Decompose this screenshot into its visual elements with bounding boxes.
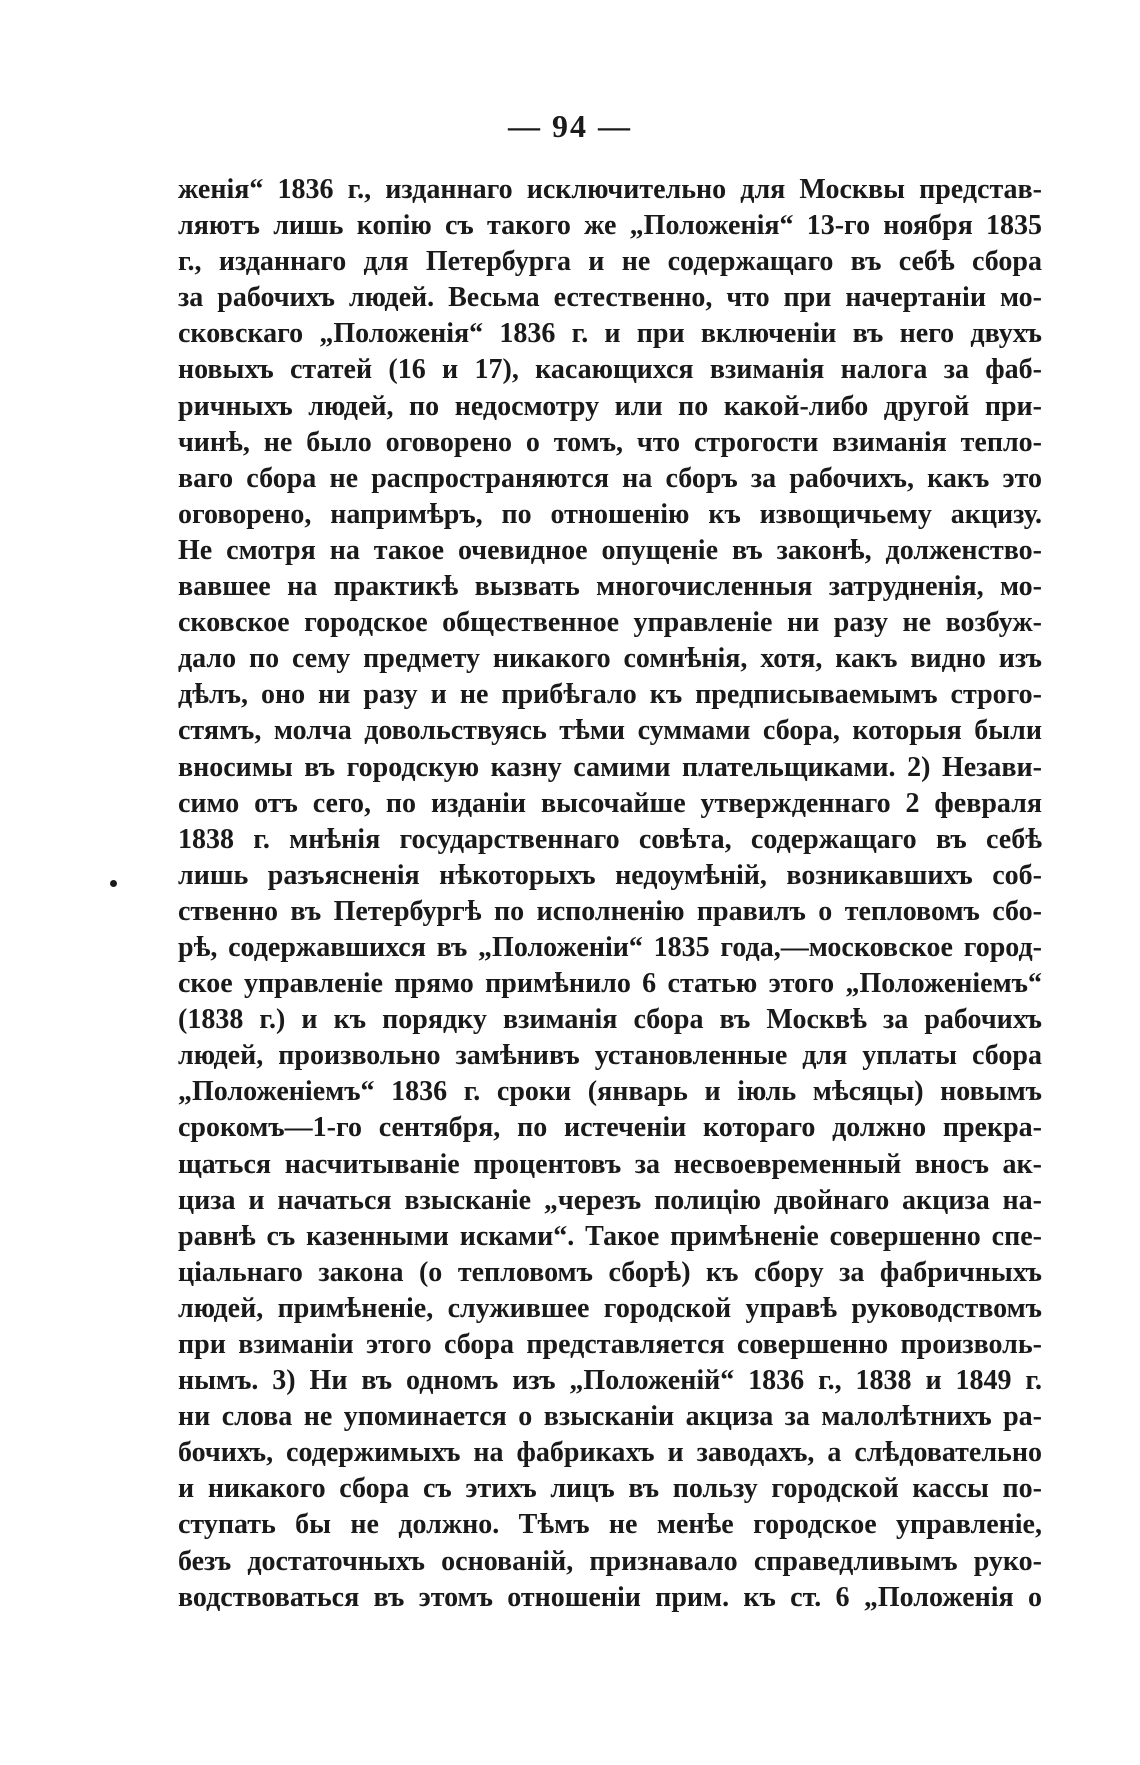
text-line: равнѣ съ казенными исками“. Такое примѣненіе совершенно спе- (178, 1220, 1042, 1252)
text-line: безъ достаточныхъ основаній, признавало справедливымъ руко- (178, 1545, 1042, 1577)
text-line: и никакого сбора съ этихъ лицъ въ пользу городской кассы по- (178, 1473, 1042, 1505)
text-line: (1838 г.) и къ порядку взиманія сбора въ Москвѣ за рабочихъ (178, 1004, 1042, 1036)
text-line: нымъ. 3) Ни въ одномъ изъ „Положеній“ 1836 г., 1838 и 1849 г. (178, 1365, 1042, 1397)
text-line: оговорено, напримѣръ, по отношенію къ извощичьему акцизу. (178, 498, 1042, 530)
text-line: рѣ, содержавшихся въ „Положеніи“ 1835 года,—московское город- (178, 931, 1042, 963)
text-line: ступать бы не должно. Тѣмъ не менѣе городское управленіе, (178, 1509, 1042, 1541)
text-line: ское управленіе прямо примѣнило 6 статью этого „Положеніемъ“ (178, 968, 1042, 1000)
text-line: вавшее на практикѣ вызвать многочисленныя затрудненія, мо- (178, 571, 1042, 603)
text-line: при взиманіи этого сбора представляется совершенно произволь- (178, 1329, 1042, 1360)
text-line: ни слова не упоминается о взысканіи акциза за малолѣтнихъ ра- (178, 1401, 1042, 1433)
text-line: стямъ, молча довольствуясь тѣми суммами сбора, которыя были (178, 715, 1042, 747)
text-line: водствоваться въ этомъ отношеніи прим. къ ст. 6 „Положенія о (178, 1581, 1042, 1613)
text-line: дало по сему предмету никакого сомнѣнія, хотя, какъ видно изъ (178, 643, 1042, 675)
body-text (178, 172, 1042, 1616)
text-line: за рабочихъ людей. Весьма естественно, что при начертаніи мо- (178, 282, 1042, 314)
text-line: чинѣ, не было оговорено о томъ, что строгости взиманія теплo- (178, 426, 1042, 458)
text-line: Не смотря на такое очевидное опущеніе въ законѣ, долженство- (178, 534, 1042, 566)
text-line: вносимы въ городскую казну самими плательщиками. 2) Незави- (178, 751, 1042, 783)
text-line: сковскаго „Положенія“ 1836 г. и при включеніи въ него двухъ (178, 318, 1042, 350)
text-line: срокомъ—1-го сентября, по истеченіи котораго должно прекра- (178, 1112, 1042, 1144)
text-line: щаться насчитываніе процентовъ за несвоевременный вносъ ак- (178, 1148, 1042, 1180)
text-line: женія“ 1836 г., изданнаго исключительно для Москвы представ- (178, 174, 1042, 205)
text-line: ственно въ Петербургѣ по исполненію правилъ о тепловомъ сбо- (178, 895, 1042, 927)
text-line: сковское городское общественное управленіе ни разу не возбуж- (178, 607, 1042, 639)
text-line: людей, произвольно замѣнивъ установленные для уплаты сбора (178, 1040, 1042, 1072)
text-line: 1838 г. мнѣнія государственнаго совѣта, содержащаго въ себѣ (178, 823, 1042, 855)
text-line: лишь разъясненія нѣкоторыхъ недоумѣній, возникавшихъ соб- (178, 859, 1042, 891)
text-line: г., изданнаго для Петербурга и не содержащаго въ себѣ сбора (178, 246, 1042, 278)
text-line: ричныхъ людей, по недосмотру или по какой-либо другой при- (178, 390, 1042, 422)
text-line: ваго сбора не распространяются на сборъ за рабочихъ, какъ это (178, 462, 1042, 494)
text-line: дѣлъ, оно ни разу и не прибѣгало къ предписываемымъ строго- (178, 679, 1042, 711)
text-line: людей, примѣненіе, служившее городской управѣ руководствомъ (178, 1292, 1042, 1324)
text-line: ціальнаго закона (о тепловомъ сборѣ) къ сбору за фабричныхъ (178, 1256, 1042, 1288)
page-number: — 94 — (508, 108, 632, 144)
text-line: бочихъ, содержимыхъ на фабрикахъ и заводахъ, а слѣдовательно (178, 1437, 1042, 1469)
margin-mark (110, 880, 117, 887)
text-line: „Положеніемъ“ 1836 г. сроки (январь и іюль мѣсяцы) новымъ (178, 1076, 1042, 1108)
text-line: новыхъ статей (16 и 17), касающихся взиманія налога за фаб- (178, 354, 1042, 386)
text-line: циза и начаться взысканіе „черезъ полицію двойнаго акциза на- (178, 1184, 1042, 1216)
text-line: ляютъ лишь копію съ такого же „Положенія“ 13-го ноября 1835 (178, 210, 1042, 242)
text-line: симо отъ сего, по изданіи высочайше утвержденнаго 2 февраля (178, 787, 1042, 819)
